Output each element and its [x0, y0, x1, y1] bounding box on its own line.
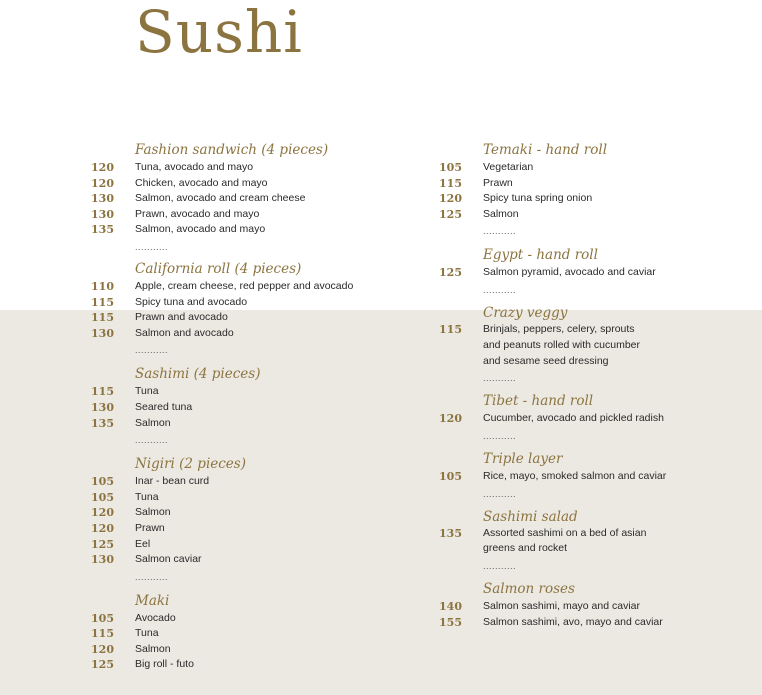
item-description: Tuna — [135, 627, 159, 640]
item-description: Rice, mayo, smoked salmon and caviar — [483, 469, 667, 482]
menu-section — [350, 451, 762, 503]
item-description: Salmon sashimi, avo, mayo and caviar — [483, 615, 663, 628]
section-divider-dots: ........... — [483, 488, 517, 499]
item-description: Salmon, avocado and mayo — [135, 223, 266, 236]
item-description: Vegetarian — [483, 161, 534, 173]
menu-item — [350, 526, 762, 558]
section-divider-dots: ........... — [135, 435, 169, 446]
item-price: 110 — [91, 279, 114, 293]
menu-section — [350, 509, 762, 576]
menu-section — [350, 142, 762, 240]
section-divider-dots: ........... — [483, 373, 517, 384]
item-price: 135 — [439, 526, 462, 540]
menu-item — [350, 322, 762, 369]
item-price: 120 — [439, 412, 462, 426]
item-price: 120 — [91, 642, 114, 656]
page-title: Sushi — [135, 0, 303, 66]
menu-section — [350, 581, 762, 630]
item-price: 120 — [91, 176, 114, 190]
menu-item — [0, 611, 380, 627]
menu-item — [0, 310, 380, 326]
description-line: Assorted sashimi on a bed of asian — [483, 526, 647, 539]
section-divider-dots: ........... — [135, 241, 169, 252]
section-title: Egypt - hand roll — [483, 247, 598, 264]
item-price: 120 — [91, 506, 114, 520]
item-description: Salmon — [483, 207, 519, 220]
menu-section — [0, 142, 380, 256]
menu-item — [350, 615, 762, 631]
section-title: Sashimi salad — [483, 508, 578, 525]
menu-item — [0, 521, 380, 537]
section-title: Crazy veggy — [483, 304, 568, 321]
item-price: 115 — [439, 322, 462, 336]
section-divider-dots: ........... — [483, 226, 517, 237]
item-description: Cucumber, avocado and pickled radish — [483, 412, 664, 425]
item-price: 130 — [91, 192, 114, 206]
item-description: Salmon pyramid, avocado and caviar — [483, 266, 656, 279]
item-price: 105 — [439, 161, 462, 174]
item-price: 120 — [91, 161, 114, 174]
item-description: Avocado — [135, 611, 176, 624]
menu-item — [350, 469, 762, 485]
item-price: 115 — [91, 311, 114, 325]
item-description: Prawn and avocado — [135, 311, 228, 324]
menu-item — [0, 537, 380, 553]
item-description: Salmon — [135, 416, 171, 429]
description-line: and sesame seed dressing — [483, 354, 609, 367]
section-title: Maki — [135, 592, 170, 609]
item-description — [483, 322, 762, 369]
item-price: 125 — [91, 537, 114, 551]
item-price: 105 — [91, 611, 114, 625]
menu-item — [350, 160, 762, 176]
item-description: Salmon sashimi, mayo and caviar — [483, 600, 640, 613]
item-price: 130 — [91, 553, 114, 567]
description-line: greens and rocket — [483, 542, 568, 555]
menu-item — [0, 222, 380, 238]
item-price: 125 — [439, 207, 462, 221]
item-price: 105 — [91, 490, 114, 504]
menu-item — [0, 176, 380, 192]
item-description: Prawn, avocado and mayo — [135, 207, 260, 220]
item-price: 125 — [91, 658, 114, 672]
item-price: 125 — [439, 266, 462, 280]
item-description: Salmon and avocado — [135, 326, 234, 339]
item-description: Tuna — [135, 385, 159, 398]
menu-section — [350, 305, 762, 387]
item-description — [483, 526, 762, 558]
menu-item — [0, 552, 380, 568]
menu-item — [0, 505, 380, 521]
item-description: Salmon — [135, 506, 171, 519]
item-description: Apple, cream cheese, red pepper and avocado — [135, 279, 354, 292]
menu-section — [0, 366, 380, 449]
item-price: 135 — [91, 223, 114, 237]
description-line: Brinjals, peppers, celery, sprouts — [483, 322, 635, 335]
menu-item — [0, 295, 380, 311]
menu-column-left — [0, 142, 380, 673]
item-description: Tuna, avocado and mayo — [135, 161, 254, 173]
item-price: 115 — [91, 627, 114, 641]
menu-item — [0, 626, 380, 642]
item-description: Salmon caviar — [135, 553, 202, 566]
menu-item — [0, 657, 380, 673]
section-title: Fashion sandwich (4 pieces) — [135, 142, 329, 158]
section-divider-dots: ........... — [483, 284, 517, 295]
item-description: Inar - bean curd — [135, 475, 210, 488]
menu-item — [350, 411, 762, 427]
menu-item — [350, 599, 762, 615]
item-price: 120 — [91, 521, 114, 535]
item-price: 155 — [439, 615, 462, 629]
item-description: Chicken, avocado and mayo — [135, 176, 268, 189]
item-price: 105 — [439, 469, 462, 483]
item-price: 115 — [91, 385, 114, 399]
item-price: 130 — [91, 400, 114, 414]
menu-item — [0, 191, 380, 207]
item-price: 135 — [91, 416, 114, 430]
section-title: California roll (4 pieces) — [135, 260, 302, 277]
description-line: and peanuts rolled with cucumber — [483, 338, 641, 351]
item-price: 130 — [91, 207, 114, 221]
item-description: Eel — [135, 537, 151, 550]
item-description: Tuna — [135, 490, 159, 503]
item-description: Salmon — [135, 642, 171, 655]
menu-section — [350, 393, 762, 445]
item-description: Prawn — [483, 176, 513, 189]
item-description: Seared tuna — [135, 400, 193, 413]
section-divider-dots: ........... — [135, 571, 169, 582]
menu-item — [0, 474, 380, 490]
section-title: Tibet - hand roll — [483, 393, 594, 410]
menu-item — [0, 326, 380, 342]
menu-item — [0, 207, 380, 223]
item-price: 115 — [91, 295, 114, 309]
item-price: 130 — [91, 326, 114, 340]
menu-section — [0, 593, 380, 673]
section-title: Salmon roses — [483, 581, 575, 598]
item-price: 105 — [91, 475, 114, 489]
section-divider-dots: ........... — [483, 430, 517, 441]
menu-item — [0, 160, 380, 176]
menu-item — [0, 642, 380, 658]
menu-item — [0, 416, 380, 432]
item-description: Big roll - futo — [135, 658, 194, 671]
item-price: 120 — [439, 192, 462, 206]
menu-item — [350, 265, 762, 281]
menu-section — [0, 456, 380, 586]
menu-item — [350, 191, 762, 207]
menu-item — [0, 279, 380, 295]
menu-column-right — [350, 142, 762, 630]
section-divider-dots: ........... — [483, 561, 517, 572]
item-description: Spicy tuna and avocado — [135, 295, 248, 308]
item-description: Salmon, avocado and cream cheese — [135, 192, 306, 205]
item-description: Prawn — [135, 521, 165, 534]
section-divider-dots: ........... — [135, 345, 169, 356]
menu-item — [0, 384, 380, 400]
item-price: 140 — [439, 600, 462, 614]
item-description: Spicy tuna spring onion — [483, 192, 593, 205]
section-title: Triple layer — [483, 450, 563, 467]
section-title: Sashimi (4 pieces) — [135, 366, 261, 383]
section-title: Temaki - hand roll — [483, 142, 608, 158]
menu-item — [0, 490, 380, 506]
section-title: Nigiri (2 pieces) — [135, 456, 246, 473]
menu-item — [0, 400, 380, 416]
menu-item — [350, 207, 762, 223]
menu-section — [350, 247, 762, 299]
menu-section — [0, 261, 380, 359]
item-price: 115 — [439, 176, 462, 190]
menu-item — [350, 176, 762, 192]
